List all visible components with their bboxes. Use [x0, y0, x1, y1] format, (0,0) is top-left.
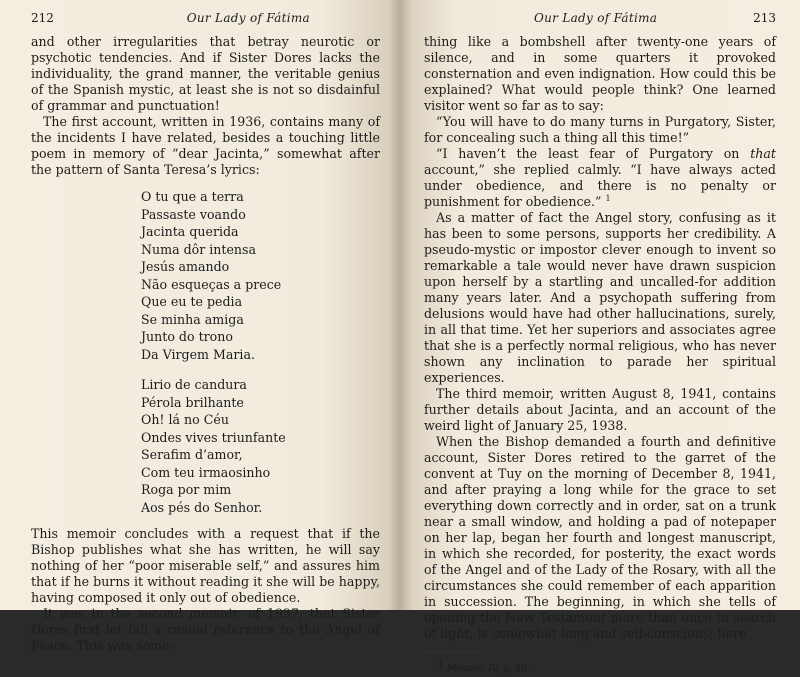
left-running-title: Our Lady of Fátima: [186, 11, 310, 25]
right-running-title: Our Lady of Fátima: [534, 11, 658, 25]
poem-stanza-2: [141, 376, 380, 516]
poem-line: Jacinta querida: [141, 224, 239, 239]
right-paragraph-5: The third memoir, written August 8, 1941, contains further details about Jacinta, and an account of the weird light of January 25, 1938.: [424, 386, 776, 433]
left-page-number: 212: [31, 11, 54, 25]
left-running-head: [31, 10, 380, 28]
poem-line: Pérola brilhante: [141, 394, 244, 410]
poem-stanza-1: [141, 188, 380, 363]
footnote-text: Memoir IV, p. 30.: [447, 663, 530, 674]
left-paragraph-4: It was in the second memoir, of 1937, that Sister Dores first let fall a casual reference to the Angel of Peace. This was some-: [31, 606, 380, 653]
poem-line: Não esqueças a prece: [141, 276, 282, 292]
right-page-number: 213: [753, 11, 776, 25]
footnote-rule: [424, 652, 484, 653]
footnote: [424, 661, 776, 677]
poem-line: Oh! lá no Céu: [141, 412, 229, 427]
right-paragraph-3: [424, 146, 776, 210]
left-page: [0, 0, 400, 653]
poem-line: Que eu te pedia: [141, 294, 243, 309]
poem-line: Jesús amando: [141, 259, 230, 274]
right-paragraph-6: When the Bishop demanded a fourth and definitive account, Sister Dores retired to the garret of the convent at Tuy on the morning of December 8, 1941, and after praying a long while for the grace to set everything down correctly and in order, sat on a trunk near a small window, and holding a pad of notepaper on her lap, began her fourth and longest manuscript, in which she recorded, for posterity, the exact words of the Angel and of the Lady of the Rosary, with all the circumstances she could remember of each apparition in succession. The beginning, in which she tells of opening the New Testament more than once in search of light, is somewhat long and self-conscious; here: [424, 434, 776, 641]
right-running-head: [424, 10, 776, 28]
left-paragraph-2: The first account, written in 1936, contains many of the incidents I have related, besides a touching little poem in memory of “dear Jacinta,” somewhat after the pattern of Santa Teresa’s lyrics:: [31, 114, 380, 177]
poem-line: Aos pés do Senhor.: [141, 499, 263, 515]
right-paragraph-3-start: “I haven’t the least fear of Purgatory on: [436, 146, 751, 161]
poem-line: Da Virgem Maria.: [141, 346, 255, 362]
footnote-mark: 1: [438, 659, 444, 669]
poem-line: Lirio de candura: [141, 377, 247, 392]
footnote-reference: 1: [605, 193, 611, 203]
poem-line: O tu que a terra: [141, 189, 244, 204]
right-page: [400, 0, 800, 674]
poem-line: Passaste voando: [141, 206, 246, 222]
poem-line: Roga por mim: [141, 482, 232, 497]
right-paragraph-3-emphasis: that: [750, 146, 776, 161]
left-paragraph-3: This memoir concludes with a request that if the Bishop publishes what she has written, he will say nothing of her “poor miserable self,” and assures him that if he burns it without reading it she will be happy, having composed it only out of obedience.: [31, 526, 380, 605]
poem: [141, 188, 380, 516]
poem-line: Ondes vives triunfante: [141, 429, 286, 445]
right-paragraph-3-end: account,” she replied calmly. “I have always acted under obedience, and there is no penalty or punishment for obedience.”: [424, 162, 776, 209]
poem-line: Com teu irmaosinho: [141, 464, 271, 480]
poem-line: Junto do trono: [141, 329, 233, 344]
right-paragraph-4: As a matter of fact the Angel story, confusing as it has been to some persons, supports her credibility. A pseudo-mystic or impostor clever enough to invent so remarkable a tale would never have drawn suspicion upon herself by a startling and uncalled-for addition many years later. And a psychopath suffering from delusions would have had other hallucinations, surely, in all that time. Yet her superiors and associates agree that she is a perfectly normal religious, who has never shown any inclination to parade her spiritual experiences.: [424, 210, 776, 385]
poem-line: Serafim d’amor,: [141, 447, 243, 462]
right-paragraph-2: “You will have to do many turns in Purgatory, Sister, for concealing such a thing all this time!”: [424, 114, 776, 145]
left-paragraph-1: and other irregularities that betray neurotic or psychotic tendencies. And if Sister Dores lacks the individuality, the grand manner, the veritable genius of the Spanish mystic, at least she is not so disdainful of grammar and punctuation!: [31, 34, 380, 113]
poem-line: Se minha amiga: [141, 311, 244, 327]
poem-line: Numa dôr intensa: [141, 241, 256, 257]
right-paragraph-1: thing like a bombshell after twenty-one years of silence, and in some quarters it provoked consternation and even indignation. How could this be explained? What would people think? One learned visitor went so far as to say:: [424, 34, 776, 113]
